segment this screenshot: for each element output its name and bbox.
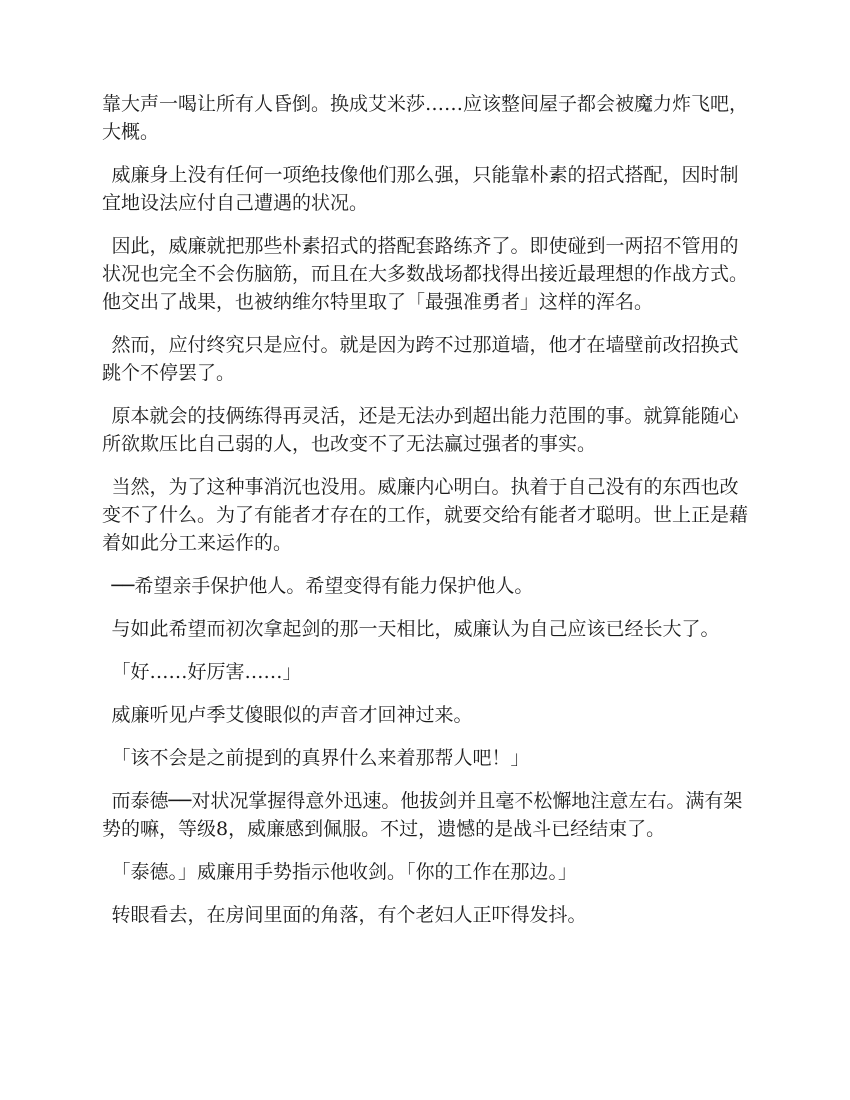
paragraph-14: 转眼看去，在房间里面的角落，有个老妇人正吓得发抖。 [111,904,587,926]
paragraph-8: 与如此希望而初次拿起剑的那一天相比，威廉认为自己应该已经长大了。 [111,618,720,640]
paragraph-13: 「泰德。」威廉用手势指示他收剑。「你的工作在那边。」 [111,861,578,883]
document-page [102,90,752,944]
paragraph-4: 然而，应付终究只是应付。就是因为跨不过那道墙，他才在墙壁前改招换式跳个不停罢了。 [102,334,739,384]
paragraph-1: 靠大声一喝让所有人昏倒。换成艾米莎……应该整间屋子都会被魔力炸飞吧，大概。 [102,93,749,143]
paragraph-6: 当然，为了这种事消沉也没用。威廉内心明白。执着于自己没有的东西也改变不了什么。为了有能者才存在的工作，就要交给有能者才聪明。世上正是藉着如此分工来运作的。 [102,476,749,554]
paragraph-7: ──希望亲手保护他人。希望变得有能力保护他人。 [111,575,534,597]
paragraph-11: 「该不会是之前提到的真界什么来着那帮人吧！」 [111,747,530,769]
paragraph-5: 原本就会的技俩练得再灵活，还是无法办到超出能力范围的事。就算能随心所欲欺压比自己弱的人，也改变不了无法赢过强者的事实。 [102,405,739,455]
paragraph-10: 威廉听见卢季艾傻眼似的声音才回神过来。 [111,704,473,726]
paragraph-12: 而泰德──对状况掌握得意外迅速。他拔剑并且毫不松懈地注意左右。满有架势的嘛，等级8，威廉感到佩服。不过，遗憾的是战斗已经结束了。 [102,790,743,840]
paragraph-3: 因此，威廉就把那些朴素招式的搭配套路练齐了。即使碰到一两招不管用的状况也完全不会伤脑筋，而且在大多数战场都找得出接近最理想的作战方式。他交出了战果，也被纳维尔特里取了「最强准勇者」这样的浑名。 [102,235,749,313]
paragraph-9: 「好……好厉害……」 [111,661,302,683]
paragraph-2: 威廉身上没有任何一项绝技像他们那么强，只能靠朴素的招式搭配，因时制宜地设法应付自己遭遇的状况。 [102,164,739,214]
